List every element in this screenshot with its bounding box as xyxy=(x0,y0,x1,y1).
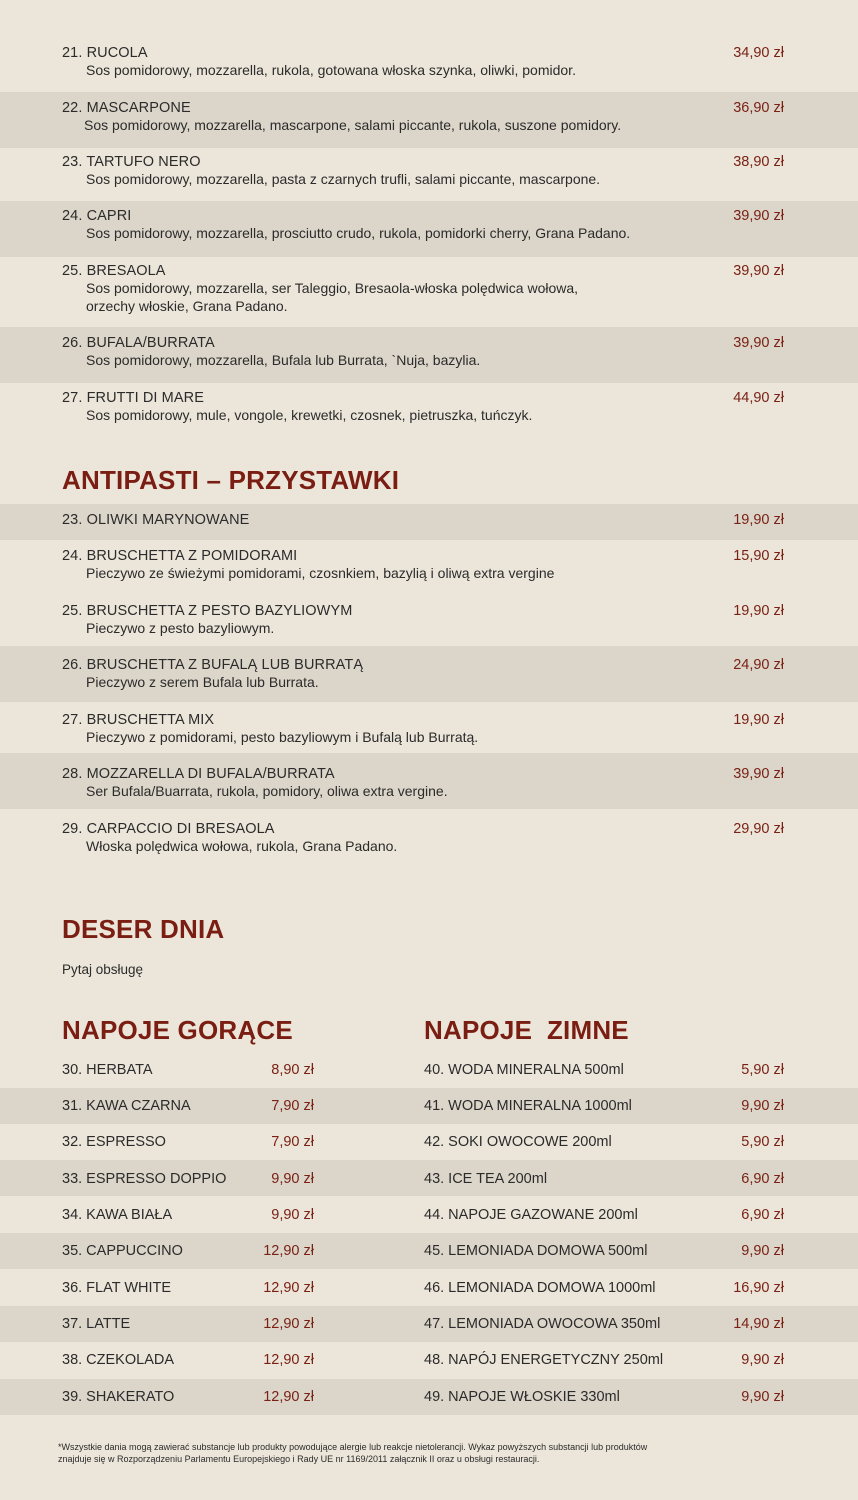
allergen-footnote: *Wszystkie dania mogą zawierać substancje lub produkty powodujące alergie lub reakcje nietolerancji. Wykaz powyższych substancji lub produktów znajduje się w Rozporządzeniu Parlamentu Europejskiego i Rady UE nr 1169/2011 załącznik II oraz u obsługi restauracji. xyxy=(58,1442,648,1464)
drink-price: 7,90 zł xyxy=(271,1134,314,1150)
drink-item xyxy=(424,1134,784,1150)
item-description: Pieczywo ze świeżymi pomidorami, czosnkiem, bazylią i oliwą extra vergine xyxy=(86,565,555,581)
item-description: Ser Bufala/Buarrata, rukola, pomidory, oliwa extra vergine. xyxy=(86,783,448,799)
item-description: Sos pomidorowy, mozzarella, pasta z czarnych trufli, salami piccante, mascarpone. xyxy=(86,171,601,187)
item-name: 28. MOZZARELLA DI BUFALA/BURRATA xyxy=(62,766,335,782)
item-name: 27. BRUSCHETTA MIX xyxy=(62,712,215,728)
drink-item xyxy=(62,1098,314,1114)
menu-item xyxy=(62,712,784,746)
drink-name: 44. NAPOJE GAZOWANE 200ml xyxy=(424,1207,638,1223)
drink-price: 14,90 zł xyxy=(733,1316,784,1332)
section-title-cold-drinks: NAPOJE ZIMNE xyxy=(424,1015,629,1045)
item-description: Pieczywo z serem Bufala lub Burrata. xyxy=(86,674,319,690)
item-description: Włoska polędwica wołowa, rukola, Grana Padano. xyxy=(86,838,398,854)
drink-item xyxy=(62,1316,314,1332)
item-price: 39,90 zł xyxy=(733,766,784,782)
drink-item xyxy=(424,1389,784,1405)
item-description: Sos pomidorowy, mozzarella, Bufala lub Burrata, `Nuja, bazylia. xyxy=(86,352,481,368)
item-price: 39,90 zł xyxy=(733,263,784,279)
menu-item xyxy=(62,766,784,800)
dessert-note: Pytaj obsługę xyxy=(62,962,144,977)
drink-item xyxy=(62,1280,314,1296)
item-name: 29. CARPACCIO DI BRESAOLA xyxy=(62,821,275,837)
item-name: 23. OLIWKI MARYNOWANE xyxy=(62,512,250,528)
drink-item xyxy=(62,1134,314,1150)
menu-item xyxy=(62,821,784,855)
menu-item xyxy=(62,390,784,424)
menu-item xyxy=(62,154,784,188)
drink-name: 42. SOKI OWOCOWE 200ml xyxy=(424,1134,612,1150)
drink-price: 9,90 zł xyxy=(741,1098,784,1114)
drink-item xyxy=(424,1280,784,1296)
item-price: 19,90 zł xyxy=(733,603,784,619)
drink-item xyxy=(62,1207,314,1223)
item-name: 26. BRUSCHETTA Z BUFALĄ LUB BURRATĄ xyxy=(62,657,364,673)
item-name: 21. RUCOLA xyxy=(62,45,148,61)
drink-item xyxy=(62,1243,314,1259)
drink-name: 36. FLAT WHITE xyxy=(62,1280,172,1296)
drink-price: 16,90 zł xyxy=(733,1280,784,1296)
menu-item xyxy=(62,208,784,242)
item-description: Sos pomidorowy, mozzarella, rukola, gotowana włoska szynka, oliwki, pomidor. xyxy=(86,62,576,78)
drink-item xyxy=(424,1062,784,1078)
menu-item xyxy=(62,603,784,637)
drink-price: 8,90 zł xyxy=(271,1062,314,1078)
item-description: Pieczywo z pomidorami, pesto bazyliowym i Bufalą lub Burratą. xyxy=(86,729,479,745)
drink-item xyxy=(424,1316,784,1332)
item-name: 23. TARTUFO NERO xyxy=(62,154,201,170)
item-description: Sos pomidorowy, mozzarella, prosciutto crudo, rukola, pomidorki cherry, Grana Padano. xyxy=(86,225,631,241)
item-price: 38,90 zł xyxy=(733,154,784,170)
drink-price: 12,90 zł xyxy=(263,1280,314,1296)
item-name: 25. BRUSCHETTA Z PESTO BAZYLIOWYM xyxy=(62,603,353,619)
drink-name: 31. KAWA CZARNA xyxy=(62,1098,191,1114)
drink-name: 40. WODA MINERALNA 500ml xyxy=(424,1062,624,1078)
drink-item xyxy=(62,1062,314,1078)
drink-name: 39. SHAKERATO xyxy=(62,1389,175,1405)
item-price: 39,90 zł xyxy=(733,208,784,224)
drink-name: 47. LEMONIADA OWOCOWA 350ml xyxy=(424,1316,661,1332)
item-price: 44,90 zł xyxy=(733,390,784,406)
item-description: Sos pomidorowy, mule, vongole, krewetki, czosnek, pietruszka, tuńczyk. xyxy=(86,407,533,423)
drink-price: 9,90 zł xyxy=(741,1243,784,1259)
drink-price: 9,90 zł xyxy=(271,1171,314,1187)
drink-name: 34. KAWA BIAŁA xyxy=(62,1207,173,1223)
item-price: 39,90 zł xyxy=(733,335,784,351)
item-price: 29,90 zł xyxy=(733,821,784,837)
item-name: 25. BRESAOLA xyxy=(62,263,166,279)
section-title-hot-drinks: NAPOJE GORĄCE xyxy=(62,1015,293,1045)
drink-price: 5,90 zł xyxy=(741,1062,784,1078)
drink-item xyxy=(424,1098,784,1114)
drink-item xyxy=(424,1243,784,1259)
menu-item xyxy=(62,335,784,369)
drink-name: 48. NAPÓJ ENERGETYCZNY 250ml xyxy=(424,1352,664,1368)
menu-item xyxy=(62,263,784,315)
drink-name: 45. LEMONIADA DOMOWA 500ml xyxy=(424,1243,648,1259)
item-price: 19,90 zł xyxy=(733,512,784,528)
drink-price: 7,90 zł xyxy=(271,1098,314,1114)
drink-price: 6,90 zł xyxy=(741,1207,784,1223)
drink-item xyxy=(424,1171,784,1187)
drink-price: 9,90 zł xyxy=(741,1389,784,1405)
item-price: 15,90 zł xyxy=(733,548,784,564)
drink-price: 12,90 zł xyxy=(263,1389,314,1405)
drink-item xyxy=(62,1389,314,1405)
menu-item xyxy=(62,45,784,79)
drink-name: 33. ESPRESSO DOPPIO xyxy=(62,1171,227,1187)
item-price: 34,90 zł xyxy=(733,45,784,61)
drink-name: 30. HERBATA xyxy=(62,1062,153,1078)
drink-item xyxy=(424,1352,784,1368)
drink-price: 9,90 zł xyxy=(271,1207,314,1223)
drink-name: 43. ICE TEA 200ml xyxy=(424,1171,548,1187)
item-name: 22. MASCARPONE xyxy=(62,100,191,116)
drink-name: 32. ESPRESSO xyxy=(62,1134,166,1150)
item-description: Sos pomidorowy, mozzarella, mascarpone, salami piccante, rukola, suszone pomidory. xyxy=(84,117,622,133)
section-title-antipasti: ANTIPASTI – PRZYSTAWKI xyxy=(62,465,400,495)
item-price: 19,90 zł xyxy=(733,712,784,728)
drink-price: 6,90 zł xyxy=(741,1171,784,1187)
drink-name: 38. CZEKOLADA xyxy=(62,1352,175,1368)
drink-item xyxy=(424,1207,784,1223)
drink-price: 12,90 zł xyxy=(263,1243,314,1259)
item-name: 26. BUFALA/BURRATA xyxy=(62,335,215,351)
item-name: 24. BRUSCHETTA Z POMIDORAMI xyxy=(62,548,298,564)
drink-name: 41. WODA MINERALNA 1000ml xyxy=(424,1098,632,1114)
section-title-dessert: DESER DNIA xyxy=(62,914,225,944)
drink-name: 35. CAPPUCCINO xyxy=(62,1243,183,1259)
drink-price: 12,90 zł xyxy=(263,1316,314,1332)
drink-name: 37. LATTE xyxy=(62,1316,131,1332)
item-price: 36,90 zł xyxy=(733,100,784,116)
drink-price: 5,90 zł xyxy=(741,1134,784,1150)
item-description: Pieczywo z pesto bazyliowym. xyxy=(86,620,275,636)
menu-item xyxy=(62,100,784,134)
drink-item xyxy=(62,1171,314,1187)
item-name: 24. CAPRI xyxy=(62,208,132,224)
item-price: 24,90 zł xyxy=(733,657,784,673)
drink-name: 46. LEMONIADA DOMOWA 1000ml xyxy=(424,1280,656,1296)
menu-item xyxy=(62,657,784,691)
item-description: Sos pomidorowy, mozzarella, ser Taleggio, Bresaola-włoska polędwica wołowa, orzechy włoskie, Grana Padano. xyxy=(86,280,579,314)
drink-price: 12,90 zł xyxy=(263,1352,314,1368)
drink-item xyxy=(62,1352,314,1368)
drink-price: 9,90 zł xyxy=(741,1352,784,1368)
item-name: 27. FRUTTI DI MARE xyxy=(62,390,204,406)
menu-item xyxy=(62,548,784,582)
drink-name: 49. NAPOJE WŁOSKIE 330ml xyxy=(424,1389,620,1405)
menu-item xyxy=(62,512,784,528)
